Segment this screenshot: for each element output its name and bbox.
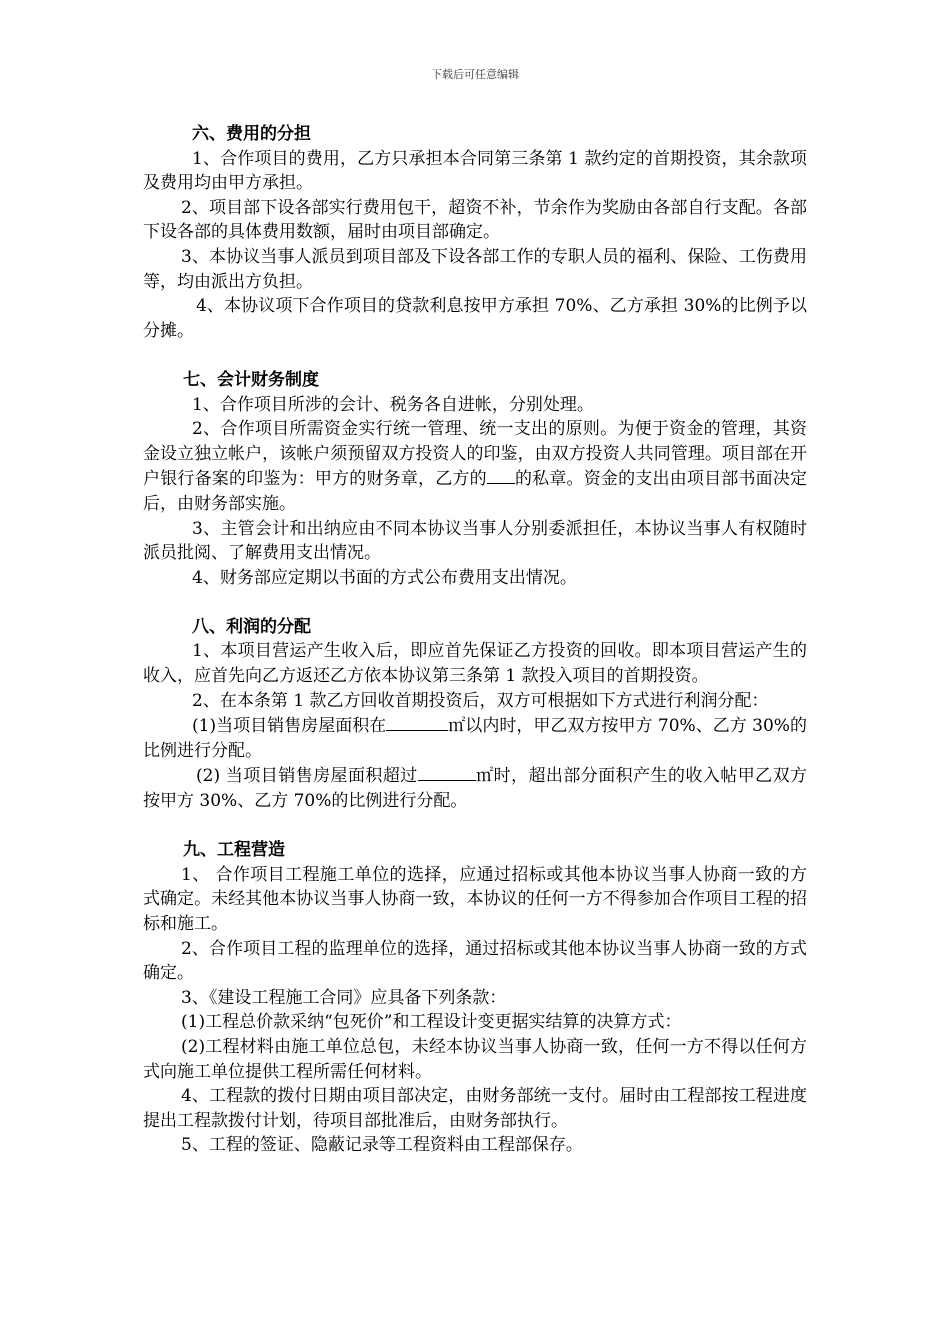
paragraph: 2、合作项目工程的监理单位的选择，通过招标或其他本协议当事人协商一致的方式确定。 [143, 938, 807, 984]
paragraph-part: (1)当项目销售房屋面积在 [192, 716, 387, 737]
paragraph: 2、项目部下设各部实行费用包干，超资不补，节余作为奖励由各部自行支配。各部下设各部的具体费用数额，届时由项目部确定。 [143, 197, 807, 243]
paragraph: 4、工程款的拨付日期由项目部决定，由财务部统一支付。届时由工程部按工程进度提出工程款拨付计划，待项目部批准后，由财务部执行。 [143, 1086, 807, 1131]
paragraph-part: (2) 当项目销售房屋面积超过 [196, 766, 418, 787]
paragraph [143, 763, 807, 813]
section-heading: 七、会计财务制度 [183, 369, 319, 390]
paragraph: 3、《建设工程施工合同》应具备下列条款： [181, 987, 507, 1008]
paragraph [143, 713, 807, 763]
blank-line [487, 466, 515, 484]
paragraph: (2)工程材料由施工单位总包，未经本协议当事人协商一致，任何一方不得以任何方式向施工单位提供工程所需任何材料。 [143, 1036, 807, 1082]
paragraph: 1、合作项目所涉的会计、税务各自进帐，分别处理。 [192, 394, 594, 415]
paragraph: (1)工程总价款采纳“包死价”和工程设计变更据实结算的决算方式： [181, 1012, 682, 1033]
paragraph-part: 2、合作项目所需资金实行统一管理、统一支出的原则。为便于资金的管理，其资金设立独立帐户，该帐户须预留双方投资人的印鉴，由双方投资人共同管理。项目部在开户银行备案的印鉴为：甲方的财务章，乙方的 [143, 419, 807, 490]
blank-line [418, 763, 476, 781]
paragraph: 3、本协议当事人派员到项目部及下设各部工作的专职人员的福利、保险、工伤费用等，均由派出方负担。 [143, 246, 807, 292]
paragraph-part: ㎡时，超出部分面积产生的收入帖甲乙双方按甲方 30%、乙方 70%的比例进行分配。 [143, 766, 808, 812]
paragraph: 5、工程的签证、隐蔽记录等工程资料由工程部保存。 [181, 1135, 583, 1156]
section-heading: 九、工程营造 [183, 840, 285, 861]
paragraph: 2、在本条第 1 款乙方回收首期投资后，双方可根据如下方式进行利润分配： [192, 690, 769, 711]
section-heading: 八、利润的分配 [192, 616, 311, 637]
paragraph: 4、财务部应定期以书面的方式公布费用支出情况。 [192, 567, 577, 588]
paragraph: 4、本协议项下合作项目的贷款利息按甲方承担 70%、乙方承担 30%的比例予以分摊。 [143, 296, 807, 341]
paragraph: 1、 合作项目工程施工单位的选择，应通过招标或其他本协议当事人协商一致的方式确定。未经其他本协议当事人协商一致，本协议的任何一方不得参加合作项目工程的招标和施工。 [143, 864, 807, 934]
paragraph [143, 417, 807, 516]
paragraph: 3、主管会计和出纳应由不同本协议当事人分别委派担任，本协议当事人有权随时派员批阅、了解费用支出情况。 [143, 518, 807, 564]
section-heading: 六、费用的分担 [192, 124, 311, 144]
blank-line [386, 713, 448, 731]
document-body [143, 122, 807, 1158]
paragraph: 1、本项目营运产生收入后，即应首先保证乙方投资的回收。即本项目营运产生的收入，应首先向乙方返还乙方依本协议第三条第 1 款投入项目的首期投资。 [143, 641, 807, 687]
paragraph: 1、合作项目的费用，乙方只承担本合同第三条第 1 款约定的首期投资，其余款项及费用均由甲方承担。 [143, 148, 807, 194]
page-header: 下载后可任意编辑 [431, 68, 519, 81]
paragraph-part: 的私章。资金的支出由项目部书面决定后，由财务部实施。 [143, 469, 808, 514]
paragraph-part: ㎡以内时，甲乙双方按甲方 70%、乙方 30%的比例进行分配。 [143, 716, 807, 761]
